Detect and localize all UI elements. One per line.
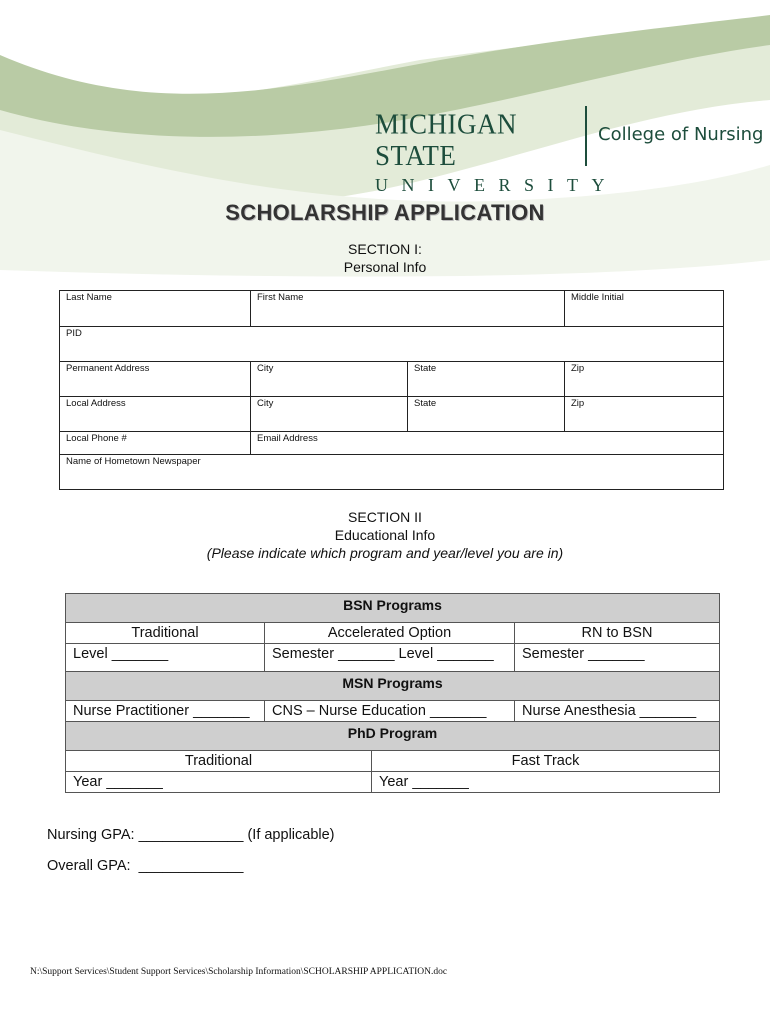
overall-gpa-field[interactable]: Overall GPA: _____________ — [47, 858, 244, 874]
msn-header: MSN Programs — [66, 672, 719, 701]
phd-fast-track-label: Fast Track — [511, 753, 580, 769]
phd-fields-row — [66, 772, 719, 792]
msu-logo — [375, 108, 618, 196]
msn-cns-nurse-education-field[interactable]: CNS – Nurse Education _______ — [265, 701, 515, 721]
pid-row — [60, 327, 723, 362]
section2-heading: SECTION II — [348, 509, 422, 525]
name-row — [60, 291, 723, 327]
phd-header: PhD Program — [66, 722, 719, 751]
bsn-traditional-label: Traditional — [66, 623, 265, 643]
first-name-field[interactable]: First Name — [251, 291, 565, 326]
bsn-rn-semester-field[interactable]: Semester _______ — [522, 646, 645, 662]
permanent-address-field[interactable]: Permanent Address — [60, 362, 251, 396]
personal-info-form — [59, 290, 724, 490]
bsn-rn-to-bsn-label: RN to BSN — [581, 625, 653, 641]
msn-nurse-practitioner-field[interactable]: Nurse Practitioner _______ — [66, 701, 265, 721]
local-city-field[interactable]: City — [251, 397, 408, 431]
logo-divider — [585, 106, 587, 166]
hometown-newspaper-field[interactable]: Name of Hometown Newspaper — [66, 456, 201, 467]
nursing-gpa-field[interactable]: Nursing GPA: _____________ (If applicable) — [47, 827, 335, 843]
section1-subheading: Personal Info — [343, 259, 427, 275]
permanent-state-field[interactable]: State — [408, 362, 565, 396]
email-field[interactable]: Email Address — [257, 433, 318, 444]
bsn-accelerated-fields[interactable]: Semester _______ Level _______ — [265, 644, 515, 671]
bsn-fields-row — [66, 644, 719, 672]
msn-row — [66, 701, 719, 722]
bsn-traditional-level-field[interactable]: Level _______ — [66, 644, 265, 671]
permanent-address-row — [60, 362, 723, 397]
local-address-field[interactable]: Local Address — [60, 397, 251, 431]
phd-traditional-label: Traditional — [66, 751, 372, 771]
last-name-field[interactable]: Last Name — [60, 291, 251, 326]
logo-college-of-nursing: College of Nursing — [598, 124, 764, 145]
section2-subheading: Educational Info — [334, 527, 436, 543]
programs-table — [65, 593, 720, 793]
phd-fast-track-year-field[interactable]: Year _______ — [379, 774, 469, 790]
msn-nurse-anesthesia-field[interactable]: Nurse Anesthesia _______ — [522, 703, 697, 719]
local-address-row — [60, 397, 723, 432]
section1-heading: SECTION I: — [348, 241, 422, 257]
section2-instruction: (Please indicate which program and year/level you are in) — [206, 545, 564, 561]
page-title: SCHOLARSHIP APPLICATION — [225, 200, 545, 225]
newspaper-row — [60, 455, 723, 489]
phd-titles-row — [66, 751, 719, 772]
middle-initial-field[interactable]: Middle Initial — [571, 292, 624, 303]
bsn-accelerated-label: Accelerated Option — [265, 623, 515, 643]
logo-line-michigan-state: MICHIGAN STATE — [375, 108, 517, 172]
local-zip-field[interactable]: Zip — [571, 398, 585, 409]
local-state-field[interactable]: State — [408, 397, 565, 431]
local-phone-field[interactable]: Local Phone # — [60, 432, 251, 454]
pid-field[interactable]: PID — [66, 328, 82, 339]
bsn-titles-row — [66, 623, 719, 644]
logo-line-university: UNIVERSITY — [375, 175, 618, 195]
contact-row — [60, 432, 723, 455]
permanent-zip-field[interactable]: Zip — [571, 363, 585, 374]
phd-traditional-year-field[interactable]: Year _______ — [66, 772, 372, 792]
bsn-header: BSN Programs — [66, 594, 719, 623]
permanent-city-field[interactable]: City — [251, 362, 408, 396]
file-path-footer: N:\Support Services\Student Support Services\Scholarship Information\SCHOLARSHIP APPLICATION.doc — [30, 967, 448, 977]
